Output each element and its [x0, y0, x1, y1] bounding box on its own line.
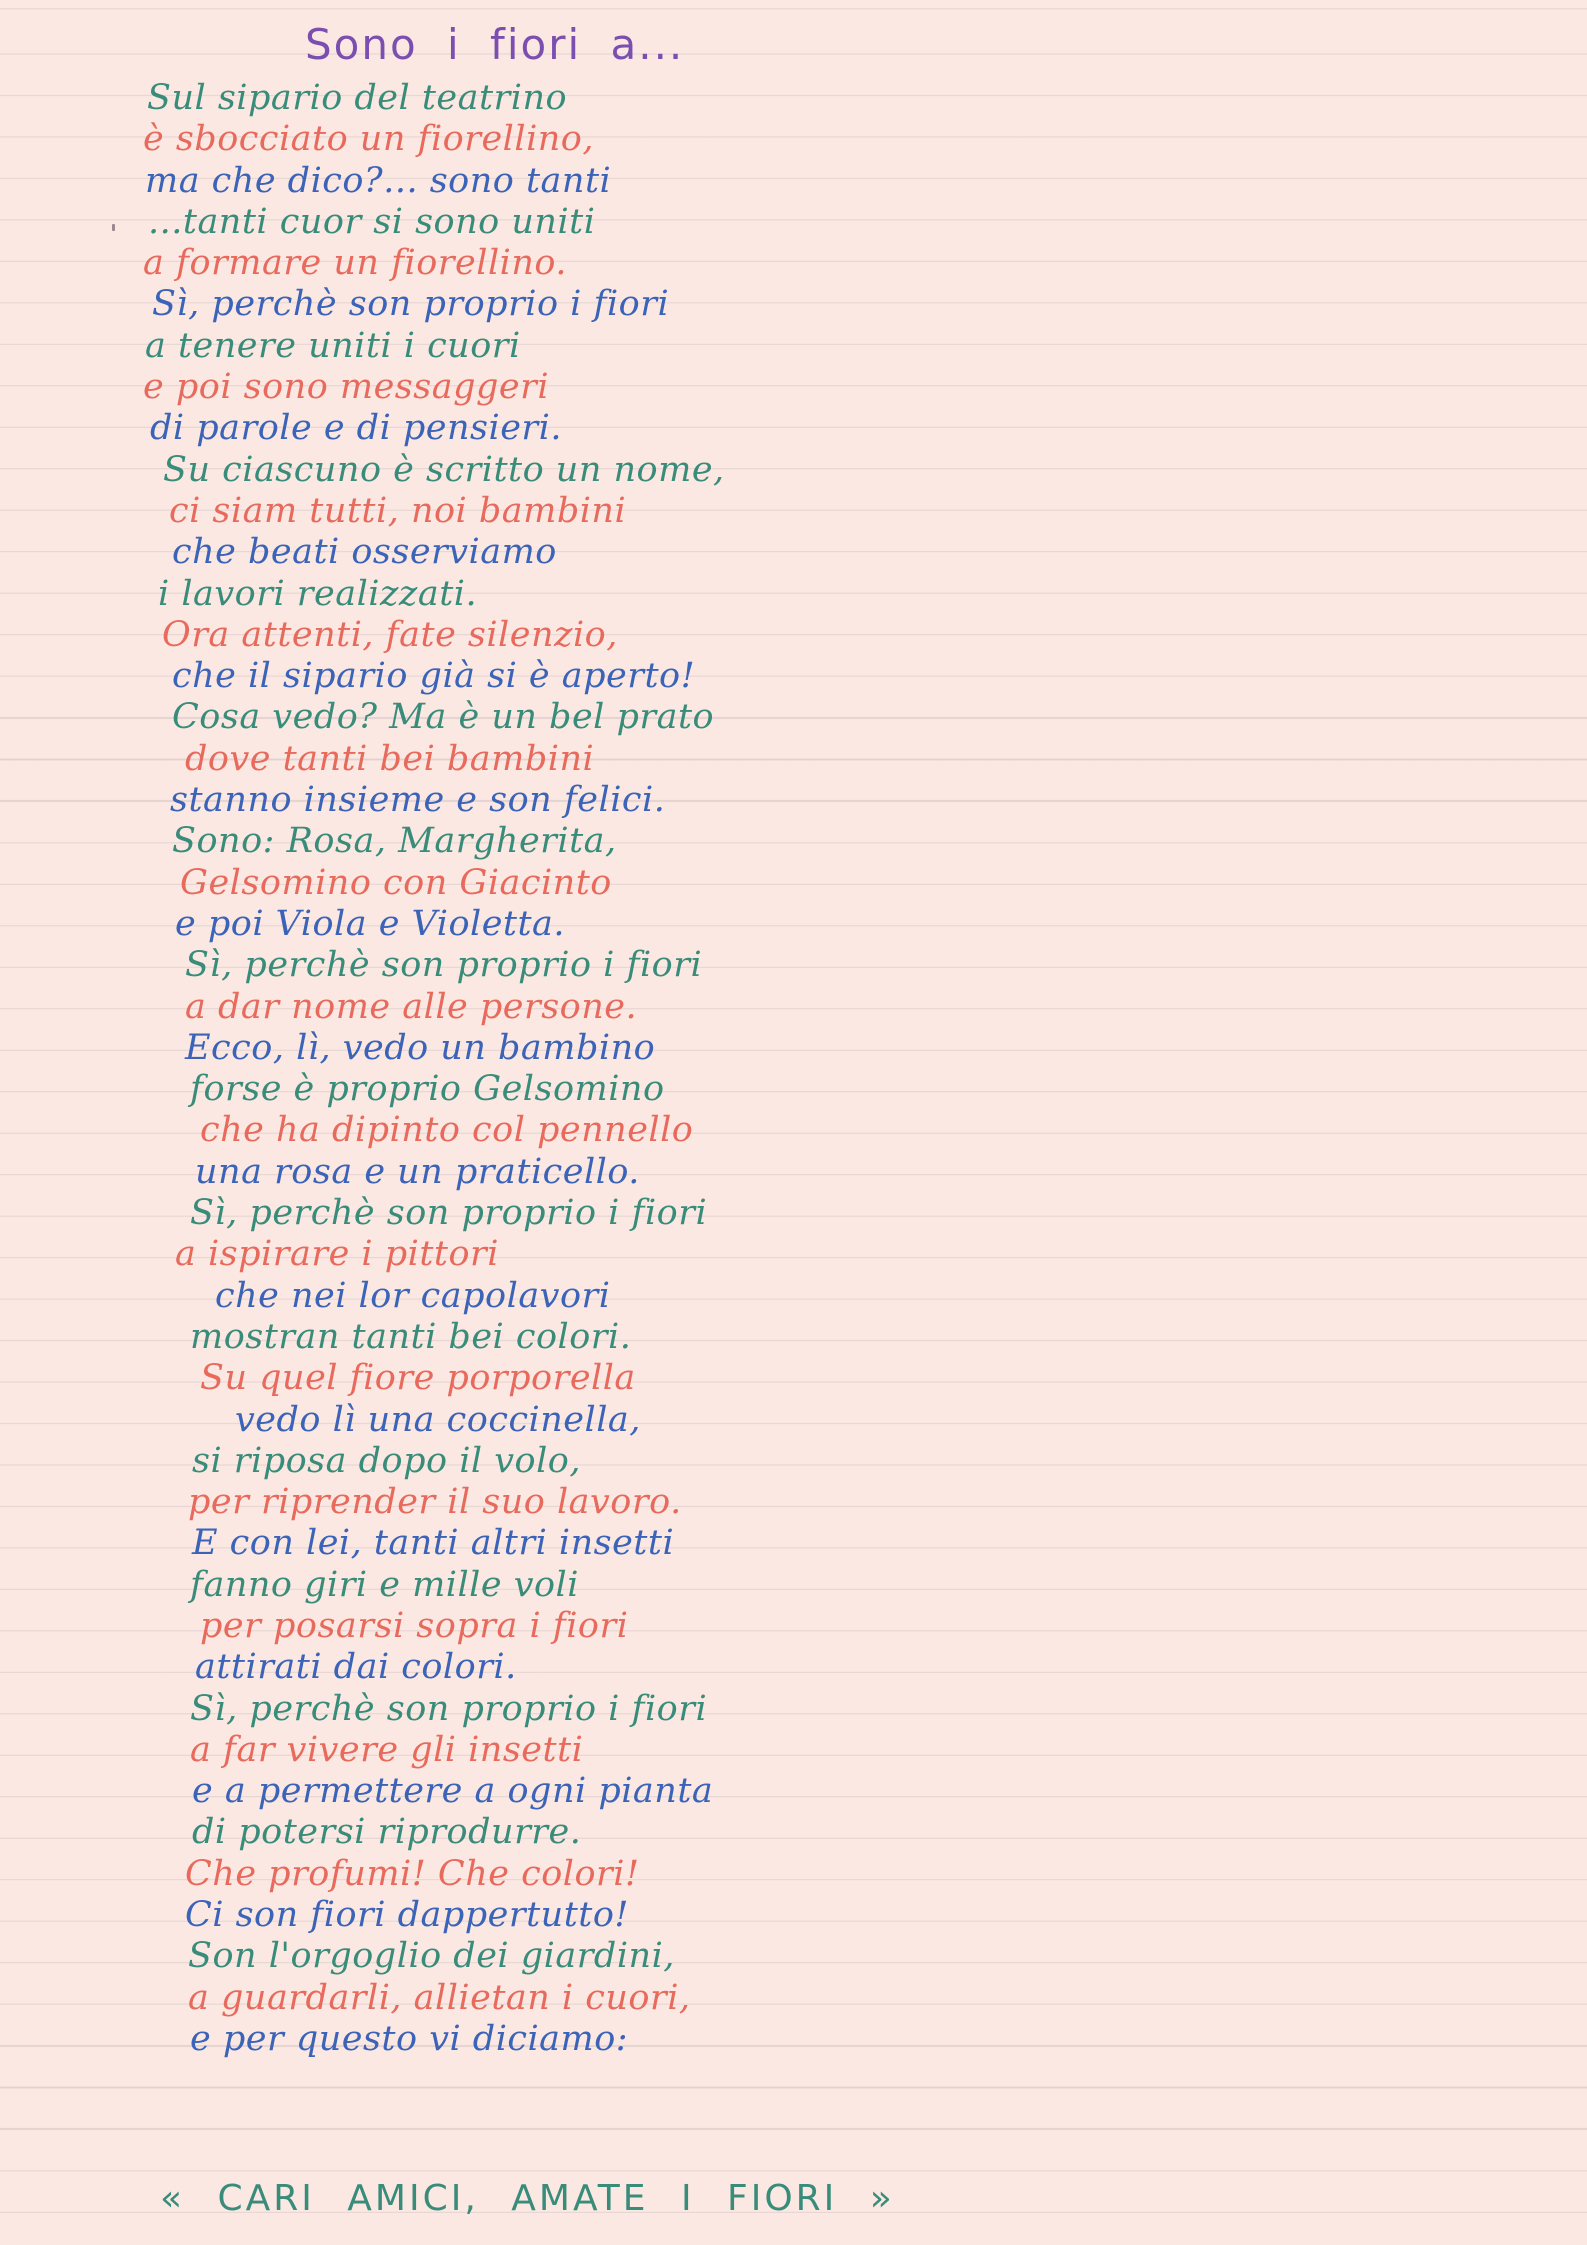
poem-line: è sbocciato un fiorellino,	[143, 119, 594, 160]
poem-line: per riprender il suo lavoro.	[188, 1482, 682, 1523]
poem-line: Son l'orgoglio dei giardini,	[188, 1936, 675, 1977]
poem-line: attirati dai colori.	[195, 1647, 517, 1688]
poem-line: Sì, perchè son proprio i fiori	[190, 1193, 708, 1234]
poem-line: di potersi riprodurre.	[192, 1812, 582, 1853]
poem-line: Ecco, lì, vedo un bambino	[185, 1027, 656, 1068]
poem-line: Sì, perchè son proprio i fiori	[185, 945, 703, 986]
poem-line: ma che dico?... sono tanti	[145, 160, 612, 201]
poem-line: i lavori realizzati.	[158, 573, 478, 614]
poem-line: Su ciascuno è scritto un nome,	[163, 449, 725, 490]
poem-line: a dar nome alle persone.	[185, 986, 638, 1027]
poem-line: Su quel fiore porporella	[200, 1358, 636, 1399]
poem-line: Cosa vedo? Ma è un bel prato	[172, 697, 715, 738]
poem-line: stanno insieme e son felici.	[170, 780, 666, 821]
poem-line: forse è proprio Gelsomino	[190, 1069, 665, 1110]
poem-line: fanno giri e mille voli	[190, 1564, 579, 1605]
poem-line: e poi Viola e Violetta.	[175, 903, 566, 944]
poem-line: che ha dipinto col pennello	[200, 1110, 694, 1151]
poem-line: per posarsi sopra i fiori	[200, 1605, 629, 1646]
closing-motto: « CARI AMICI, AMATE I FIORI »	[160, 2178, 895, 2219]
poem-title: Sono i fiori a...	[305, 20, 685, 69]
poem-line: Sì, perchè son proprio i fiori	[152, 284, 670, 325]
poem-line: mostran tanti bei colori.	[190, 1316, 632, 1357]
poem-line: a far vivere gli insetti	[190, 1729, 584, 1770]
poem-line: a guardarli, allietan i cuori,	[188, 1977, 691, 2018]
poem-line: Ora attenti, fate silenzio,	[162, 614, 618, 655]
poem-line: di parole e di pensieri.	[150, 408, 562, 449]
poem-line: che nei lor capolavori	[215, 1275, 611, 1316]
poem-line: e a permettere a ogni pianta	[192, 1771, 714, 1812]
poem-line: vedo lì una coccinella,	[235, 1399, 641, 1440]
poem-line: si riposa dopo il volo,	[192, 1440, 581, 1481]
poem-line: e per questo vi diciamo:	[190, 2018, 629, 2059]
poem-line: ...tanti cuor si sono uniti	[148, 201, 596, 242]
poem-line: che beati osserviamo	[172, 532, 557, 573]
poem-line: che il sipario già si è aperto!	[172, 656, 696, 697]
poem-line: ci siam tutti, noi bambini	[169, 490, 627, 531]
poem-line: e poi sono messaggeri	[143, 367, 550, 408]
poem-line: a tenere uniti i cuori	[145, 325, 521, 366]
poem-line: a formare un fiorellino.	[143, 243, 567, 284]
poem-line: Che profumi! Che colori!	[185, 1853, 640, 1894]
poem-line: Sul sipario del teatrino	[147, 78, 568, 118]
poem-line: Gelsomino con Giacinto	[180, 862, 612, 903]
poem-line: Sì, perchè son proprio i fiori	[190, 1688, 708, 1729]
poem-line: Ci son fiori dappertutto!	[185, 1895, 629, 1936]
poem-line: una rosa e un praticello.	[195, 1151, 640, 1192]
poem-line: a ispirare i pittori	[175, 1234, 499, 1275]
poem-body	[0, 78, 1587, 2060]
poem-line: Sono: Rosa, Margherita,	[172, 821, 617, 862]
poem-line: E con lei, tanti altri insetti	[192, 1523, 675, 1564]
poem-line: dove tanti bei bambini	[185, 738, 595, 779]
